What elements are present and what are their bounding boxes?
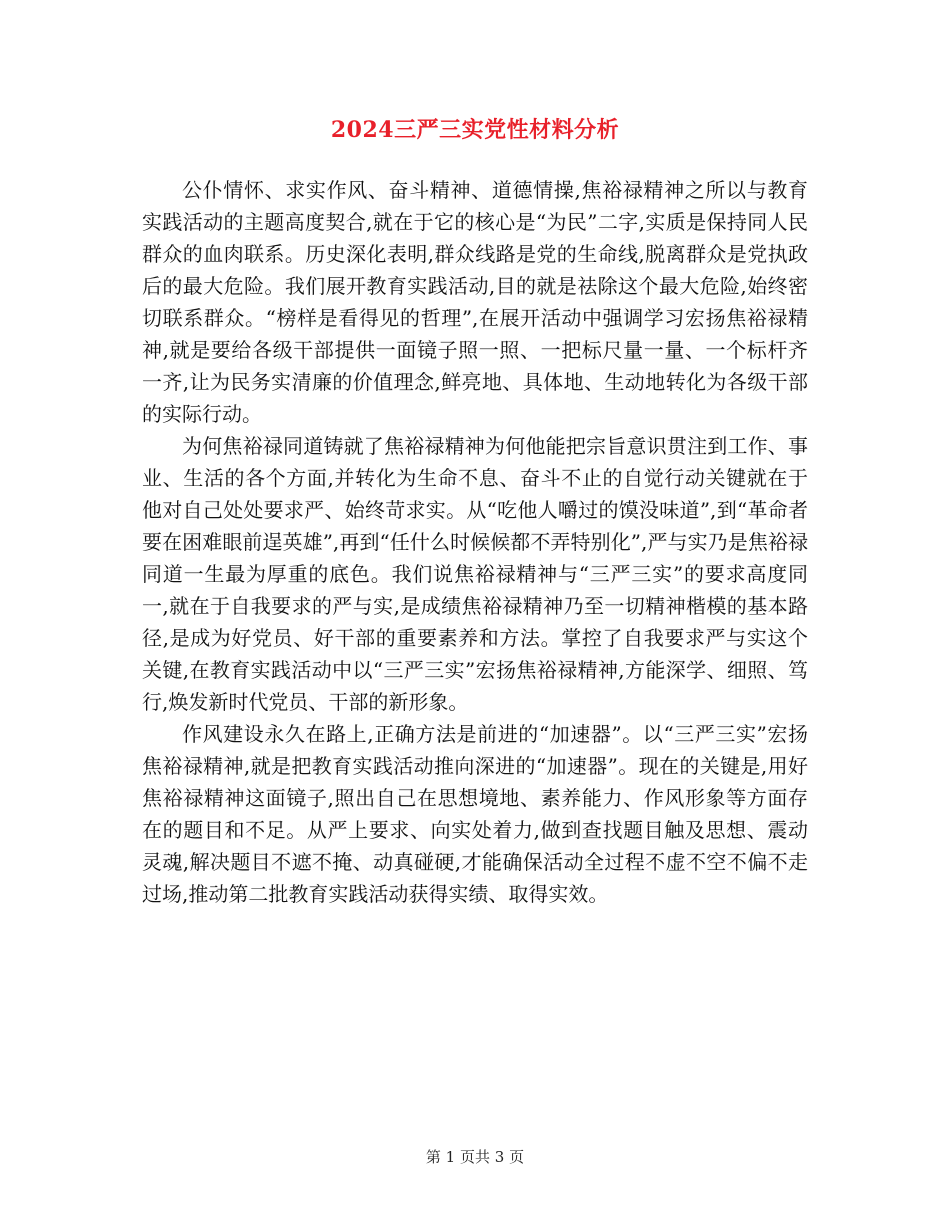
paragraph-3: 作风建设永久在路上,正确方法是前进的“加速器”。以“三严三实”宏扬焦裕禄精神,就是把教育实践活动推向深进的“加速器”。现在的关键是,用好焦裕禄精神这面镜子,照出自己在思想境地、素养能力、作风形象等方面存在的题目和不足。从严上要求、向实处着力,做到查找题目触及思想、震动灵魂,解决题目不遮不掩、动真碰硬,才能确保活动全过程不虚不空不偏不走过场,推动第二批教育实践活动获得实绩、取得实效。 — [142, 722, 808, 906]
document-body — [142, 174, 808, 910]
paragraph-2: 为何焦裕禄同道铸就了焦裕禄精神为何他能把宗旨意识贯注到工作、事业、生活的各个方面,并转化为生命不息、奋斗不止的自觉行动关键就在于他对自己处处要求严、始终苛求实。从“吃他人嚼过的馍没味道”,到“革命者要在困难眼前逞英雄”,再到“任什么时候候都不弄特别化”,严与实乃是焦裕禄同道一生最为厚重的底色。我们说焦裕禄精神与“三严三实”的要求高度同一,就在于自我要求的严与实,是成绩焦裕禄精神乃至一切精神楷模的基本路径,是成为好党员、好干部的重要素养和方法。掌控了自我要求严与实这个关键,在教育实践活动中以“三严三实”宏扬焦裕禄精神,方能深学、细照、笃行,焕发新时代党员、干部的新形象。 — [142, 434, 808, 714]
page-number-footer: 第 1 页共 3 页 — [425, 1148, 525, 1166]
paragraph-1: 公仆情怀、求实作风、奋斗精神、道德情操,焦裕禄精神之所以与教育实践活动的主题高度契合,就在于它的核心是“为民”二字,实质是保持同人民群众的血肉联系。历史深化表明,群众线路是党的生命线,脱离群众是党执政后的最大危险。我们展开教育实践活动,目的就是祛除这个最大危险,始终密切联系群众。“榜样是看得见的哲理”,在展开活动中强调学习宏扬焦裕禄精神,就是要给各级干部提供一面镜子照一照、一把标尺量一量、一个标杆齐一齐,让为民务实清廉的价值理念,鲜亮地、具体地、生动地转化为各级干部的实际行动。 — [142, 178, 808, 426]
document-title: 2024三严三实党性材料分析 — [330, 117, 620, 143]
